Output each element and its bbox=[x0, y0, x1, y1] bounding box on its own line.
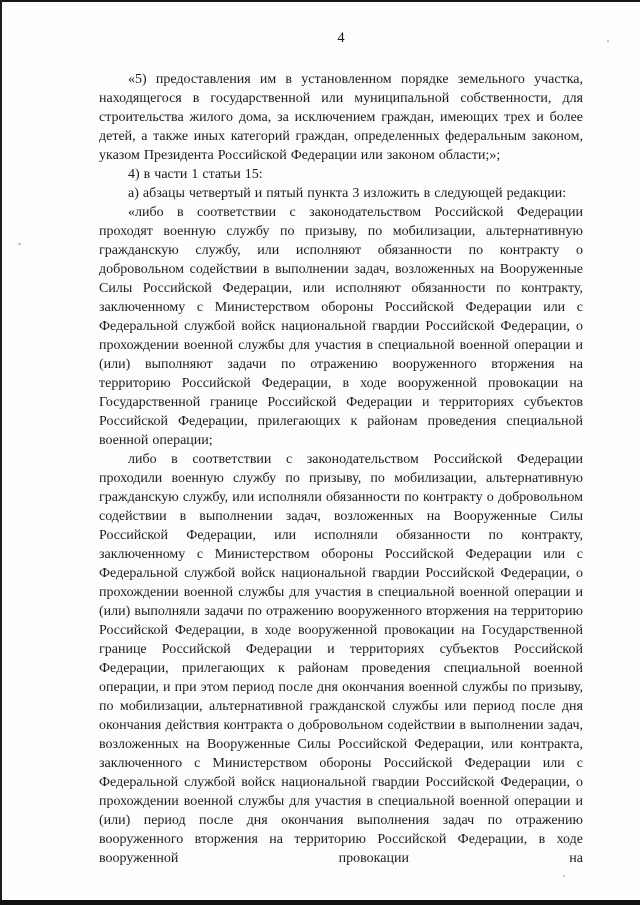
scan-speck bbox=[563, 875, 565, 877]
scan-edge-top bbox=[0, 0, 640, 2]
paragraph-subitem-5: «5) предоставления им в установленном порядке земельного участка, находящегося в государственной или муниципальной собственности, для строительства жилого дома, за исключением граждан, имеющих трех и более детей, а также иных категорий граждан, определенных федеральным законом, указом Президента Российской Федерации или законом области;»; bbox=[99, 72, 583, 163]
paragraph-subitem-a: а) абзацы четвертый и пятый пункта 3 изложить в следующей редакции: bbox=[128, 186, 567, 201]
scan-speck bbox=[18, 243, 21, 245]
scan-edge-left bbox=[0, 0, 2, 905]
scan-speck bbox=[607, 40, 609, 42]
paragraph-quoted-clause-1: «либо в соответствии с законодательством Российской Федерации проходят военную службу по призыву, по мобилизации, альтернативную гражданскую службу, или исполняют обязанности по контракту о добровольном содействии в выполнении задач, возложенных на Вооруженные Силы Российской Федерации, или исполняют обязанности по контракту, заключенному с Министерством обороны Российской Федерации или с Федеральной службой войск национальной гвардии Российской Федерации, о прохождении военной службы для участия в специальной военной операции и (или) выполняют задачи по отражению вооруженного вторжения на территорию Российской Федерации, в ходе вооруженной провокации на Государственной границе Российской Федерации и территориях субъектов Российской Федерации, прилегающих к районам проведения специальной военной операции; bbox=[99, 205, 583, 448]
paragraph-item-4-heading: 4) в части 1 статьи 15: bbox=[128, 167, 263, 182]
paragraph-quoted-clause-2: либо в соответствии с законодательством Российской Федерации проходили военную службу по призыву, по мобилизации, альтернативную гражданскую службу, или исполняли обязанности по контракту о добровольном содействии в выполнении задач, возложенных на Вооруженные Силы Российской Федерации, или исполняли обязанности по контракту, заключенному с Министерством обороны Российской Федерации или с Федеральной службой войск национальной гвардии Российской Федерации, о прохождении военной службы для участия в специальной военной операции и (или) выполняли задачи по отражению вооруженного вторжения на территорию Российской Федерации, в ходе вооруженной провокации на Государственной границе Российской Федерации и территориях субъектов Российской Федерации, прилегающих к районам проведения специальной военной операции, и при этом период после дня окончания военной службы по призыву, по мобилизации, альтернативной гражданской службы или период после дня окончания действия контракта о добровольном содействии в выполнении задач, возложенных на Вооруженные Силы Российской Федерации, или контракта, заключенного с Министерством обороны Российской Федерации или с Федеральной службой войск национальной гвардии Российской Федерации, о прохождении военной службы для участия в специальной военной операции и (или) период после дня окончания выполнения задач по отражению вооруженного вторжения на территорию Российской Федерации, в ходе вооруженной провокации на bbox=[99, 452, 583, 866]
page-number: 4 bbox=[337, 30, 345, 46]
document-body bbox=[99, 70, 583, 868]
scan-edge-bottom bbox=[0, 900, 640, 905]
